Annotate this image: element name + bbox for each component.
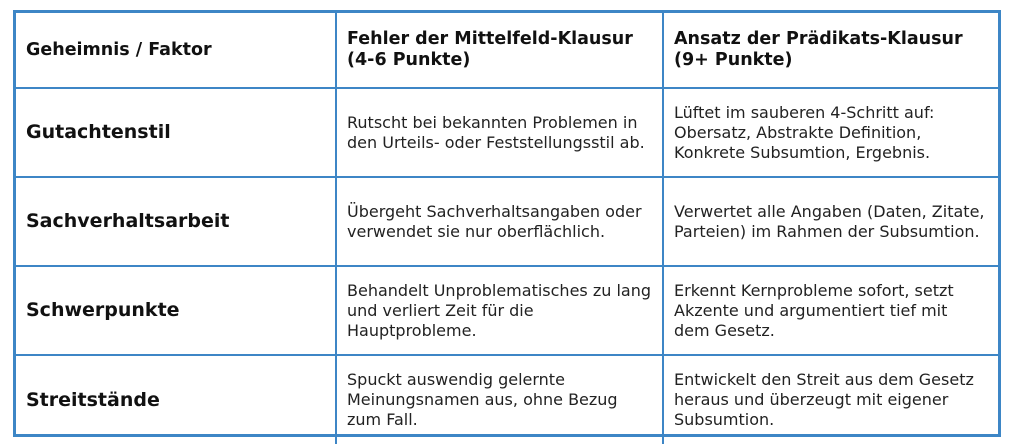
header-factor-label: Geheimnis / Faktor (26, 39, 212, 60)
factor-label: Streitstände (26, 388, 160, 411)
header-approach-label: Ansatz der Prädikats-Klausur (9+ Punkte) (674, 29, 963, 70)
approach-cell (663, 355, 998, 444)
error-text: Behandelt Unproblematisches zu lang und verliert Zeit für die Hauptprobleme. (347, 280, 651, 340)
error-text: Spuckt auswendig gelernte Meinungsnamen aus, ohne Bezug zum Fall. (347, 370, 618, 429)
table-row (16, 177, 998, 266)
header-cell-factor (16, 13, 336, 88)
error-text: Rutscht bei bekannten Problemen in den Urteils- oder Feststellungsstil ab. (347, 112, 645, 152)
header-cell-approach (663, 13, 998, 88)
approach-cell (663, 266, 998, 355)
error-text: Übergeht Sachverhaltsangaben oder verwendet sie nur oberflächlich. (347, 201, 642, 241)
error-cell (336, 266, 663, 355)
comparison-table-frame (13, 10, 1001, 437)
factor-cell (16, 88, 336, 177)
error-cell (336, 177, 663, 266)
header-cell-error (336, 13, 663, 88)
approach-text: Lüftet im sauberen 4-Schritt auf: Obersatz, Abstrakte Definition, Konkrete Subsumtion, Ergebnis. (674, 102, 935, 162)
approach-cell (663, 88, 998, 177)
factor-cell (16, 355, 336, 444)
approach-text: Entwickelt den Streit aus dem Gesetz heraus und überzeugt mit eigener Subsumtion. (674, 370, 974, 429)
factor-label: Gutachtenstil (26, 121, 171, 143)
table-row (16, 266, 998, 355)
comparison-table (16, 13, 998, 444)
factor-cell (16, 266, 336, 355)
factor-label: Schwerpunkte (26, 299, 180, 321)
header-error-label: Fehler der Mittelfeld-Klausur (4-6 Punkte) (347, 29, 633, 70)
error-cell (336, 88, 663, 177)
table-row (16, 355, 998, 444)
table-header-row (16, 13, 998, 88)
table-row (16, 88, 998, 177)
approach-text: Verwertet alle Angaben (Daten, Zitate, Parteien) im Rahmen der Subsumtion. (674, 201, 985, 241)
error-cell (336, 355, 663, 444)
factor-cell (16, 177, 336, 266)
approach-text: Erkennt Kernprobleme sofort, setzt Akzente und argumentiert tief mit dem Gesetz. (674, 280, 954, 340)
factor-label: Sachverhaltsarbeit (26, 210, 230, 232)
approach-cell (663, 177, 998, 266)
